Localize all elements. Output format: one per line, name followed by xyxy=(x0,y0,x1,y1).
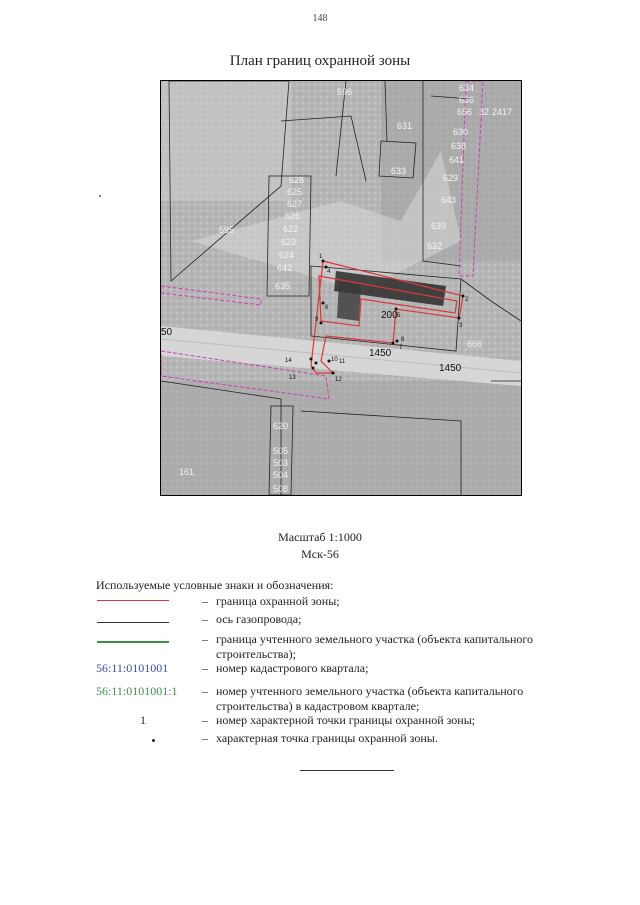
map-label: 630 xyxy=(453,127,469,137)
map-image xyxy=(160,80,522,496)
map-label: 17 xyxy=(502,107,513,117)
point-number: 10 xyxy=(331,357,338,363)
map-label: 620 xyxy=(273,421,289,431)
map-label: 24 xyxy=(492,107,503,117)
point-number: 1 xyxy=(319,254,323,260)
map-label: 634 xyxy=(459,83,475,93)
map-label: 627 xyxy=(287,199,303,209)
point-number: 14 xyxy=(285,358,292,364)
map-label: 505 xyxy=(273,446,289,456)
map-label: 508 xyxy=(273,484,289,494)
point-number: 3 xyxy=(459,323,463,329)
map-label: 595 xyxy=(219,225,235,235)
point-number: 11 xyxy=(339,359,346,365)
legend-dash: – xyxy=(202,632,208,646)
point-number: 9 xyxy=(315,317,319,323)
legend-dash: – xyxy=(202,684,208,698)
map-label: 1450 xyxy=(369,348,392,359)
map-svg xyxy=(161,81,521,495)
legend-desc: характерная точка границы охранной зоны. xyxy=(216,731,438,745)
map-label: 1450 xyxy=(439,363,462,374)
map-label: 622 xyxy=(283,224,299,234)
map-label: 626 xyxy=(285,211,301,221)
map-label: 642 xyxy=(277,263,293,273)
legend-desc: граница учтенного земельного участка (объекта капитального строительства); xyxy=(216,632,534,661)
map-label: 631 xyxy=(397,121,413,131)
legend-dash: – xyxy=(202,661,208,675)
legend-dash: – xyxy=(202,612,208,626)
page-number: 148 xyxy=(312,13,328,24)
point-number: 13 xyxy=(289,375,296,381)
legend-desc: номер учтенного земельного участка (объекта капитального строительства) в кадастровом квартале; xyxy=(216,684,524,713)
land-plot-symbol: 56:11:0101001:1 xyxy=(96,684,178,698)
map-label: 596 xyxy=(337,87,353,97)
point-number: 12 xyxy=(335,377,342,383)
point-number: 7 xyxy=(399,345,403,351)
point-number: 6 xyxy=(325,305,329,311)
map-label: 666 xyxy=(467,339,483,349)
black-line-symbol xyxy=(97,622,169,623)
map-label: 633 xyxy=(391,166,407,176)
map-label: 623 xyxy=(281,237,297,247)
legend-desc: номер кадастрового квартала; xyxy=(216,661,369,675)
bottom-rule xyxy=(300,770,394,771)
stray-mark xyxy=(99,195,101,197)
map-label: 504 xyxy=(273,470,289,480)
map-label: 628 xyxy=(289,175,305,185)
map-label: 50 xyxy=(161,327,173,338)
point-number: 4 xyxy=(327,269,331,275)
map-label: 636 xyxy=(459,95,475,105)
map-label: 161 xyxy=(179,467,195,477)
map-label: 639 xyxy=(431,221,447,231)
map-label: 32 xyxy=(479,107,490,117)
green-line-symbol xyxy=(97,641,169,643)
cadastral-quarter-symbol: 56:11:0101001 xyxy=(96,661,169,675)
map-label: 641 xyxy=(449,155,465,165)
legend-dash: – xyxy=(202,731,208,745)
point-dot-symbol xyxy=(152,739,155,742)
red-line-symbol xyxy=(97,600,169,601)
point-number-symbol: 1 xyxy=(140,713,146,727)
legend-dash: – xyxy=(202,594,208,608)
map-label: 638 xyxy=(451,141,467,151)
map-label: 635 xyxy=(275,281,291,291)
map-label: 632 xyxy=(427,241,443,251)
point-number: 5 xyxy=(397,313,401,319)
map-label: 625 xyxy=(287,187,303,197)
map-label: 503 xyxy=(273,458,289,468)
map-label: 200 xyxy=(381,310,398,321)
legend-heading: Используемые условные знаки и обозначения: xyxy=(96,578,334,592)
map-label: 643 xyxy=(441,195,457,205)
legend-desc: граница охранной зоны; xyxy=(216,594,340,608)
scale-block xyxy=(0,529,640,563)
legend-dash: – xyxy=(202,713,208,727)
point-number: 2 xyxy=(465,297,469,303)
page-title: План границ охранной зоны xyxy=(229,53,411,69)
legend-desc: номер характерной точки границы охранной зоны; xyxy=(216,713,476,727)
map-label: 656 xyxy=(457,107,473,117)
scale-text: Масштаб 1:1000 xyxy=(278,530,362,544)
point-number: 8 xyxy=(401,337,405,343)
map-label: 624 xyxy=(279,250,295,260)
map-label: 629 xyxy=(443,173,459,183)
legend-desc: ось газопровода; xyxy=(216,612,302,626)
coordinate-system: Мск-56 xyxy=(301,547,339,561)
